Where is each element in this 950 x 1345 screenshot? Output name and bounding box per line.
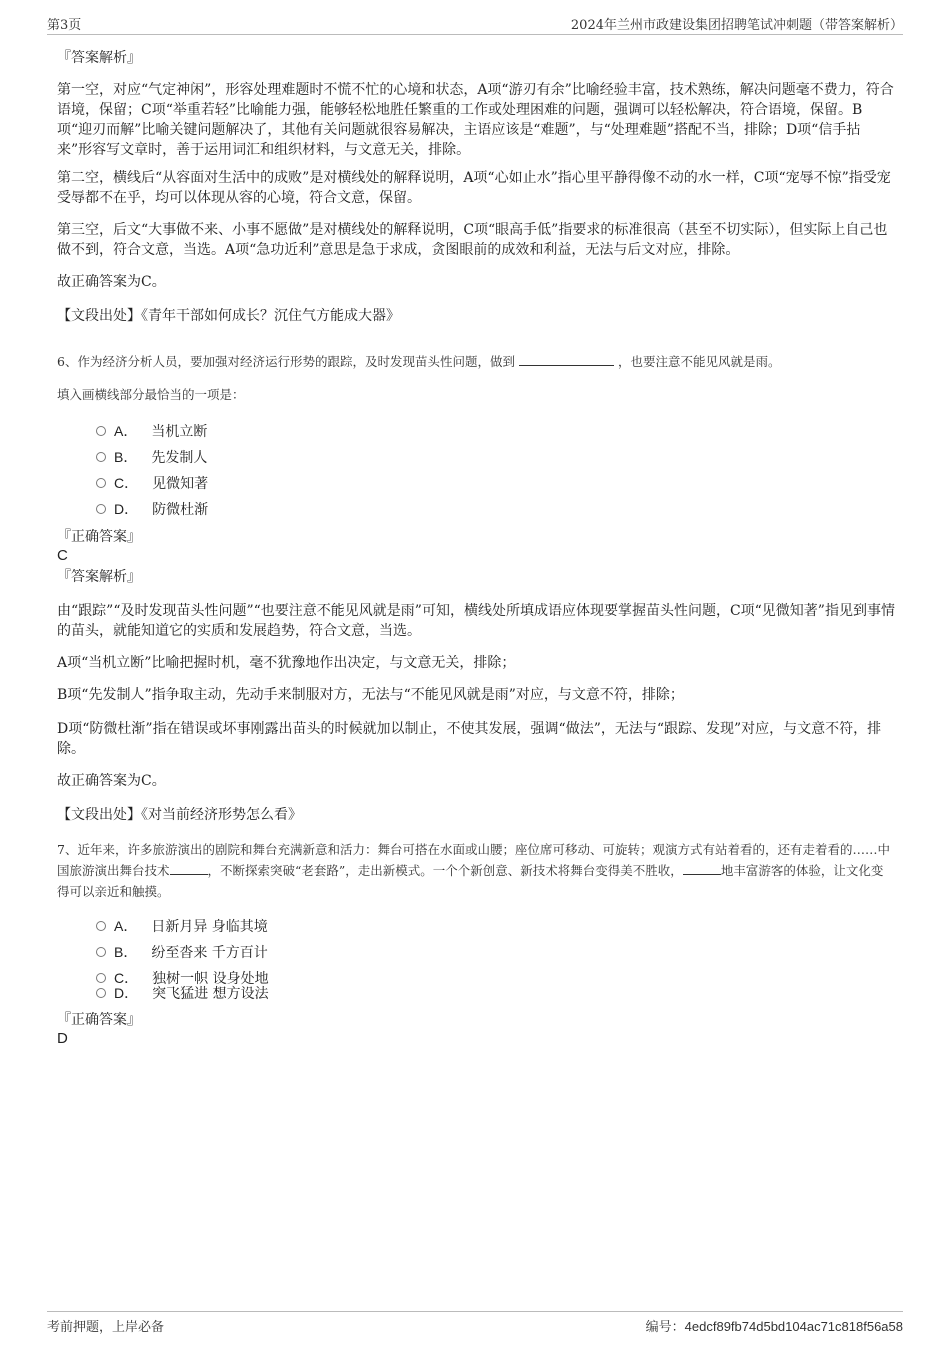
analysis-paragraph: B项“先发制人”指争取主动，先动手来制服对方，无法与“不能见风就是雨”对应，与文意不符，排除； [57,687,684,703]
stem-text: ，也要注意不能见风就是雨。 [617,354,781,369]
correct-answer: D [57,1030,68,1047]
option-a[interactable]: A． 日新月异 身临其境 [96,915,268,937]
conclusion: 故正确答案为C。 [57,773,166,789]
radio-icon[interactable] [96,504,106,514]
option-b[interactable]: B． 先发制人 [96,446,207,468]
correct-answer-label: 『正确答案』 [57,529,141,545]
source-citation: 【文段出处】《对当前经济形势怎么看》 [57,807,302,823]
question-stem [57,839,895,902]
analysis-paragraph: 第一空，对应“气定神闲”，形容处理难题时不慌不忙的心境和状态，A项“游刃有余”比喻经验丰富，技术熟练，解决问题毫不费力，符合语境，保留；C项“举重若轻”比喻能力强，能够轻松地胜任繁重的工作或处理困难的问题，强调可以轻松解决，符合语境，保留。B项“迎刃而解”比喻关键问题解决了，其他有关问题就很容易解决，主语应该是“难题”，与“处理难题”搭配不当，排除；D项“信手拈来”形容写文章时，善于运用词汇和组织材料，与文意无关，排除。 [57,82,894,158]
option-d[interactable]: D． 防微杜渐 [96,498,208,520]
document-title: 2024年兰州市政建设集团招聘笔试冲刺题（带答案解析） [570,18,903,33]
radio-icon[interactable] [96,947,106,957]
stem-text: 地丰富游客的体验，让文化变得可以亲近和触摸。 [57,863,884,899]
analysis-paragraph: D项“防微杜渐”指在错误或坏事刚露出苗头的时候就加以制止，不使其发展，强调“做法”，无法与“跟踪、发现”对应，与文意不符，排除。 [57,721,882,757]
option-c[interactable]: C． 独树一帜 设身处地 [96,967,269,989]
answer-blank [519,365,614,366]
answer-blank [170,874,208,875]
question-prompt: 填入画横线部分最恰当的一项是： [57,387,245,402]
radio-icon[interactable] [96,426,106,436]
page-number: 第3页 [47,18,82,33]
radio-icon[interactable] [96,452,106,462]
conclusion: 故正确答案为C。 [57,274,166,290]
option-c[interactable]: C． 见微知著 [96,472,208,494]
analysis-paragraph: 第三空，后文“大事做不来、小事不愿做”是对横线处的解释说明，C项“眼高手低”指要求的标准很高（甚至不切实际），但实际上自己也做不到，符合文意，当选。A项“急功近利”意思是急于求成，贪图眼前的成效和利益，无法与后文对应，排除。 [57,222,888,258]
option-d[interactable]: D． 突飞猛进 想方设法 [96,982,269,1004]
correct-answer: C [57,547,68,564]
radio-icon[interactable] [96,921,106,931]
option-b[interactable]: B． 纷至沓来 千方百计 [96,941,268,963]
stem-text: 7、近年来，许多旅游演出的剧院和舞台充满新意和活力：舞台可搭在水面或山腰；座位席可移动、可旋转；观演方式有站着看的，还有走着看的……中国旅游演出舞台技术 [57,842,890,878]
document-code: 编号：4edcf89fb74d5bd104ac71c818f56a58 [645,1319,903,1334]
stem-text: ，不断探索突破“老套路”，走出新模式。一个个新创意、新技术将舞台变得美不胜收， [207,863,683,878]
stem-text: 6、作为经济分析人员，要加强对经济运行形势的跟踪，及时发现苗头性问题，做到 [57,354,515,369]
footer-slogan: 考前押题，上岸必备 [47,1320,165,1335]
radio-icon[interactable] [96,988,106,998]
option-a[interactable]: A． 当机立断 [96,420,207,442]
correct-answer-label: 『正确答案』 [57,1012,141,1028]
answer-blank [683,874,721,875]
analysis-paragraph: 由“跟踪”“及时发现苗头性问题”“也要注意不能见风就是雨”可知，横线处所填成语应体现要掌握苗头性问题，C项“见微知著”指见到事情的苗头，就能知道它的实质和发展趋势，符合文意，当选。 [57,603,895,639]
analysis-label: 『答案解析』 [57,50,141,66]
page-header [47,12,903,35]
analysis-paragraph: A项“当机立断”比喻把握时机，毫不犹豫地作出决定，与文意无关，排除； [57,655,516,671]
analysis-paragraph: 第二空，横线后“从容面对生活中的成败”是对横线处的解释说明，A项“心如止水”指心里平静得像不动的水一样，C项“宠辱不惊”指受宠受辱都不在乎，均可以体现从容的心境，符合文意，保留。 [57,170,891,206]
analysis-label: 『答案解析』 [57,569,141,585]
radio-icon[interactable] [96,478,106,488]
source-citation: 【文段出处】《青年干部如何成长？沉住气方能成大器》 [57,308,400,324]
question-stem [57,351,895,372]
page-footer [47,1311,903,1336]
